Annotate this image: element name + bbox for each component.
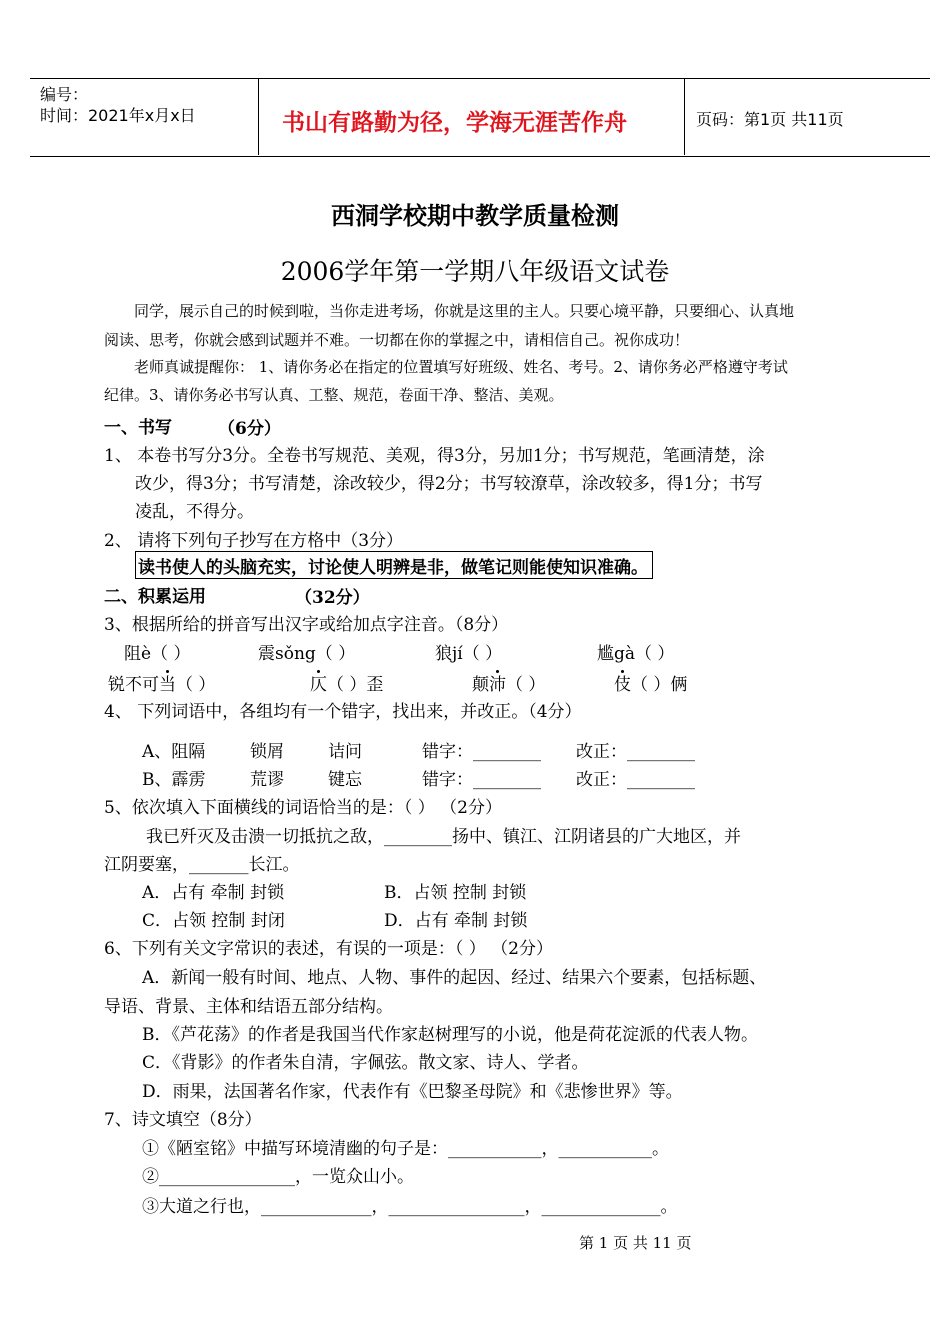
q4-word: 诘问: [328, 742, 362, 762]
pinyin-item: 伎（ ）俩: [614, 675, 688, 695]
question-text: 5、依次填入下面横线的词语恰当的是：（ ） （2分）: [104, 798, 502, 818]
page-title: 西洞学校期中教学质量检测: [331, 202, 619, 230]
page-subtitle: 2006学年第一学期八年级语文试卷: [280, 257, 670, 286]
option: 导语、背景、主体和结语五部分结构。: [104, 997, 393, 1017]
q4-word: A、阻隔: [142, 742, 206, 762]
intro-line: 老师真诚提醒你： 1、请你务必在指定的位置填写好班级、姓名、考号。2、请你务必严格遵守考试: [134, 358, 788, 376]
section-points: （6分）: [218, 419, 281, 439]
dotted-char: 沛: [489, 675, 506, 695]
copy-sentence-box: 读书使人的头脑充实，讨论使人明辨是非，做笔记则能使知识准确。: [135, 551, 653, 579]
pinyin-item: 仄（ ）歪: [310, 675, 384, 695]
option: B．《芦花荡》的作者是我国当代作家赵树理写的小说，他是荷花淀派的代表人物。: [142, 1025, 758, 1045]
option: D．雨果，法国著名作家，代表作有《巴黎圣母院》和《悲惨世界》等。: [142, 1082, 683, 1102]
serial-label: 编号：: [40, 85, 89, 104]
dotted-char: 仄: [310, 675, 327, 695]
q4-word: 键忘: [328, 770, 362, 790]
option: A．占有 牵制 封锁: [142, 883, 285, 903]
option: B．占领 控制 封锁: [384, 883, 527, 903]
question-text: 江阴要塞，_______长江。: [104, 855, 300, 875]
section-points: （32分）: [295, 588, 370, 608]
header-motto: 书山有路勤为径，学海无涯苦作舟: [282, 109, 627, 136]
option: C．《背影》的作者朱自清，字佩弦。散文家、诗人、学者。: [142, 1053, 589, 1073]
option: C．占领 控制 封闭: [142, 911, 285, 931]
q4-blank: 错字：________: [422, 742, 541, 762]
q4-blank: 改正：________: [576, 770, 695, 790]
question-text: 1、 本卷书写分3分。全卷书写规范、美观，得3分，另加1分；书写规范，笔画清楚，涂: [104, 446, 765, 466]
question-text: 凌乱，不得分。: [135, 502, 254, 522]
question-text: 2、 请将下列句子抄写在方格中（3分）: [104, 531, 404, 551]
pinyin-item: 尴gà（ ）: [597, 644, 675, 664]
q4-word: B、霹雳: [142, 770, 206, 790]
page-label: 页码：第1页 共11页: [696, 110, 844, 129]
section-heading: 一、书写: [104, 418, 172, 438]
dotted-char: 当: [159, 675, 176, 695]
time-label: 时间：2021年x月x日: [40, 106, 196, 125]
fill-line: ①《陋室铭》中描写环境清幽的句子是：___________，___________。: [142, 1139, 669, 1159]
question-text: 4、 下列词语中，各组均有一个错字，找出来，并改正。（4分）: [104, 702, 582, 722]
option: D．占有 牵制 封锁: [384, 911, 528, 931]
q4-blank: 改正：________: [576, 742, 695, 762]
pinyin-item: 颠沛（ ）: [472, 675, 546, 695]
header-divider: [684, 78, 685, 155]
question-text: 改少，得3分；书写清楚，涂改较少，得2分；书写较潦草，涂改较多，得1分；书写: [135, 474, 763, 494]
page-footer: 第 1 页 共 11 页: [579, 1234, 692, 1252]
pinyin-item: 狼jí（ ）: [435, 644, 503, 664]
section-heading: 二、积累运用: [104, 587, 206, 607]
header-divider: [258, 78, 259, 155]
intro-line: 阅读、思考，你就会感到试题并不难。一切都在你的掌握之中，请相信自己。祝你成功！: [104, 331, 690, 349]
question-text: 7、诗文填空（8分）: [104, 1110, 262, 1130]
question-text: 我已歼灭及击溃一切抵抗之敌，________扬中、镇江、江阴诸县的广大地区，并: [146, 827, 741, 847]
q4-word: 锁屑: [250, 742, 284, 762]
intro-line: 纪律。3、请你务必书写认真、工整、规范，卷面干净、整洁、美观。: [104, 386, 564, 404]
fill-line: ③大道之行也，_____________，________________，______________。: [142, 1197, 678, 1217]
intro-line: 同学，展示自己的时候到啦，当你走进考场，你就是这里的主人。只要心境平静，只要细心、认真地: [134, 302, 795, 320]
pinyin-item: 锐不可当（ ）: [108, 675, 216, 695]
question-text: 6、下列有关文字常识的表述，有误的一项是：（ ） （2分）: [104, 939, 553, 959]
q4-blank: 错字：________: [422, 770, 541, 790]
q4-word: 荒谬: [250, 770, 284, 790]
question-text: 3、根据所给的拼音写出汉字或给加点字注音。（8分）: [104, 615, 509, 635]
dotted-char: 伎: [614, 675, 631, 695]
fill-line: ②________________，一览众山小。: [142, 1167, 414, 1187]
option: A．新闻一般有时间、地点、人物、事件的起因、经过、结果六个要素，包括标题、: [142, 968, 767, 988]
pinyin-item: 阻è（ ）: [124, 644, 191, 664]
pinyin-item: 震sǒng（ ）: [258, 644, 356, 664]
